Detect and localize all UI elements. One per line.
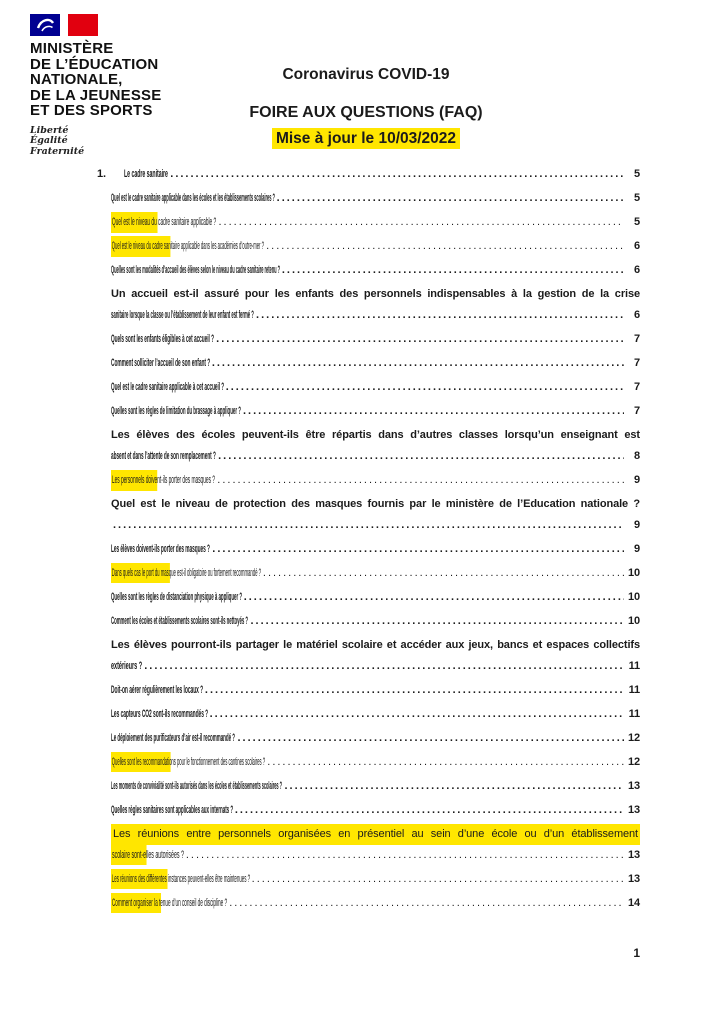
dot-leader [267,752,624,773]
dot-leader [277,188,624,209]
toc-entry-text: Les élèves doivent-ils porter des masques ? [111,542,210,555]
toc-entry-line [111,728,640,749]
toc-entry [97,494,640,535]
dot-leader [284,776,624,797]
toc-entry-line [111,188,640,209]
toc-page-number: 7 [633,405,640,418]
dot-leader [282,260,624,281]
footer-page-number: 1 [633,946,640,960]
toc-entry-line [111,260,640,281]
toc-page-number: 5 [633,168,640,180]
toc-entry [97,893,640,914]
dot-leader [216,329,624,350]
toc-entry-text: Comment les écoles et établissements scolaires sont-ils nettoyés ? [111,615,249,627]
dot-leader [144,656,624,677]
toc-entry [97,539,640,560]
toc-page-number: 6 [633,308,640,321]
toc-entry-text: Les élèves pourront-ils partager le matériel scolaire et accéder aux jeux, bancs et espaces collectifs [111,639,640,652]
update-date-line [8,130,724,148]
toc-entry [97,401,640,422]
dot-leader [205,680,624,701]
motto-line: Égalité [30,135,68,146]
dot-leader [229,893,624,914]
toc-entry [97,425,640,466]
toc-page-number: 7 [633,333,640,346]
toc-entry-text: Quel est le niveau du cadre sanitaire applicable ? [111,212,158,233]
dot-leader [263,563,624,584]
toc-entry-line [111,869,640,890]
toc-entry-text: sanitaire lorsque la classe ou l’établissement de leur enfant est fermé ? [111,308,254,321]
toc-entry-text: Quelles sont les règles de distanciation physique à appliquer ? [111,590,243,603]
dot-leader [237,728,624,749]
toc-entry-line [111,845,640,866]
document-header [0,66,724,148]
toc-entry [97,470,640,491]
toc-page-number: 9 [633,542,640,555]
toc-entry-line [111,425,640,446]
toc-entry [97,236,640,257]
ministry-name-line: MINISTÈRE [30,40,114,57]
toc-page-number: 10 [627,615,640,627]
toc-entry [97,188,640,209]
toc-entry-line [111,284,640,305]
toc-entry-line [111,752,640,773]
dot-leader [243,401,624,422]
toc-entry-text: Quelles sont les règles de limitation du brassage à appliquer ? [111,405,241,418]
toc-entry-line [111,494,640,515]
toc-entry-text: Les élèves des écoles peuvent-ils être répartis dans d’autres classes lorsqu’un enseignant est [111,429,640,442]
toc-entry-line [111,563,640,584]
toc-entry [97,587,640,608]
toc-entry-text: Dans quels cas le port du masque est-il obligatoire ou fortement recommandé ? [111,563,170,584]
toc-entry-text: Les personnels doivent-ils porter des masques ? [111,470,157,491]
toc-entry-line [111,704,640,725]
dot-leader [212,353,624,374]
document-title: Coronavirus COVID-19 [282,66,450,83]
toc-page-number: 12 [627,731,640,744]
toc-entry-text: Les capteurs CO2 sont-ils recommandés ? [111,707,209,720]
toc-entry-text: Quel est le cadre sanitaire applicable dans les écoles et les établissements scolaires ? [111,192,276,205]
dot-leader [226,377,624,398]
dot-leader [218,446,624,467]
toc-entry [97,284,640,325]
toc-entry-line [111,824,640,845]
dot-leader [256,305,624,326]
toc-entry [97,824,640,865]
toc-entry-line [111,800,640,821]
toc-entry-text: Les réunions des différentes instances peuvent-elles être maintenues ? [111,869,167,890]
toc-entry-line [97,164,640,185]
toc-entry-text: Quel est le cadre sanitaire applicable à cet accueil ? [111,381,225,394]
toc-page-number: 13 [627,804,640,817]
toc-entry-text: Comment solliciter l’accueil de son enfant ? [111,357,211,370]
toc-entry-line [111,635,640,656]
toc-entry-line [111,329,640,350]
toc-entry [97,329,640,350]
toc-entry-text: Un accueil est-il assuré pour les enfants des personnels indispensables à la gestion de la crise [111,288,640,301]
toc-page-number: 9 [633,518,640,531]
toc-entry-line [111,680,640,701]
toc-entry [97,752,640,773]
toc-entry-text: Quel est le niveau de protection des masques fournis par le ministère de l’Education nationale ? [111,498,640,511]
toc-heading-entry [97,164,640,185]
update-date-highlight: Mise à jour le 10/03/2022 [272,128,460,149]
toc-entry-line [111,305,640,326]
toc-page-number: 7 [633,357,640,370]
toc-entry-text: Quelles sont les recommandations pour le fonctionnement des cantines scolaires ? [111,752,171,773]
toc-entry-text: Les moments de convivialité sont-ils autorisés dans les écoles et établissements scolaires ? [111,780,282,793]
toc-entry-text: Quel est le niveau du cadre sanitaire applicable dans les académies d’outre-mer ? [111,236,170,257]
dot-leader [244,587,624,608]
toc-entry-line [111,401,640,422]
dot-leader [235,800,624,821]
dot-leader [170,164,624,185]
toc-entry-text: Les réunions entre personnels organisées en présentiel au sein d’une école ou d’un établissement [111,824,640,845]
toc-page-number: 11 [628,707,640,720]
ministry-name-line: NATIONALE, [30,71,123,88]
toc-entry-text: Quelles règles sanitaires sont applicables aux internats ? [111,804,234,817]
toc-entry [97,353,640,374]
toc-entry [97,728,640,749]
ministry-name-line: DE LA JEUNESSE [30,86,162,104]
toc-entry-text: scolaire sont-elles autorisées ? [111,845,146,866]
toc-entry-line [111,446,640,467]
toc-page-number: 11 [628,659,640,672]
toc-entry-line [111,236,640,257]
toc-page-number: 9 [633,474,640,487]
toc-entry [97,635,640,676]
toc-entry-text: Doit-on aérer régulièrement les locaux ? [111,683,204,696]
toc-entry-text: Comment organiser la tenue d’un conseil de discipline ? [111,893,161,914]
document-subtitle: FOIRE AUX QUESTIONS (FAQ) [249,104,483,121]
ministry-name-line: DE L’ÉDUCATION [30,55,159,73]
toc-entry [97,800,640,821]
toc-entry-line [111,377,640,398]
toc-entry [97,377,640,398]
toc-entry-number: 1. [97,168,106,180]
dot-leader [266,236,624,257]
toc-entry [97,680,640,701]
toc-entry-text: extérieurs ? [111,659,143,672]
toc-page-number: 6 [633,240,640,253]
toc-entry-text: Le déploiement des purificateurs d’air est-il recommandé ? [111,731,235,744]
toc-page-number: 11 [628,683,640,696]
toc-entry-text: Quels sont les enfants éligibles à cet accueil ? [111,333,214,346]
toc-page-number: 10 [627,590,640,603]
toc-page-number: 14 [627,896,640,909]
toc-page-number: 10 [627,566,640,579]
toc-page-number: 13 [627,848,640,861]
toc-page-number: 6 [633,264,640,277]
dot-leader [210,704,624,725]
toc-page-number: 8 [633,449,640,462]
toc-page-number: 5 [633,192,640,205]
toc-entry-text: Le cadre sanitaire [124,168,168,180]
toc-entry-line [111,587,640,608]
motto-line: Liberté [30,124,69,136]
dot-leader [113,515,624,536]
toc-entry [97,704,640,725]
dot-leader [186,845,624,866]
toc-entry-line [111,776,640,797]
toc-entry [97,260,640,281]
toc-entry-line [111,539,640,560]
french-flag-icon [30,14,100,38]
toc-entry [97,212,640,233]
dot-leader [250,611,624,632]
dot-leader [212,539,624,560]
motto-line: Fraternité [30,145,85,157]
toc-entry-line [111,353,640,374]
toc-list [97,164,640,917]
toc-page-number: 7 [633,381,640,394]
toc-page-number: 5 [633,216,640,229]
toc-entry-text: Quelles sont les modalités d’accueil des élèves selon le niveau du cadre sanitaire retenu ? [111,264,281,277]
toc-entry [97,776,640,797]
dot-leader [252,869,624,890]
toc-page-number: 12 [627,755,640,768]
toc-page-number: 13 [627,780,640,793]
toc-entry [97,611,640,632]
toc-entry-line [111,212,640,233]
toc-entry [97,563,640,584]
toc-entry-line [111,470,640,491]
toc-entry [97,869,640,890]
dot-leader [218,212,624,233]
toc-entry-line [111,611,640,632]
toc-entry-line [111,893,640,914]
toc-page-number: 13 [627,872,640,885]
dot-leader [217,470,624,491]
toc-entry-line [111,656,640,677]
toc-entry-line [111,515,640,536]
ministry-name-line: ET DES SPORTS [30,102,153,119]
toc-entry-text: absent et dans l’attente de son remplacement ? [111,449,216,462]
